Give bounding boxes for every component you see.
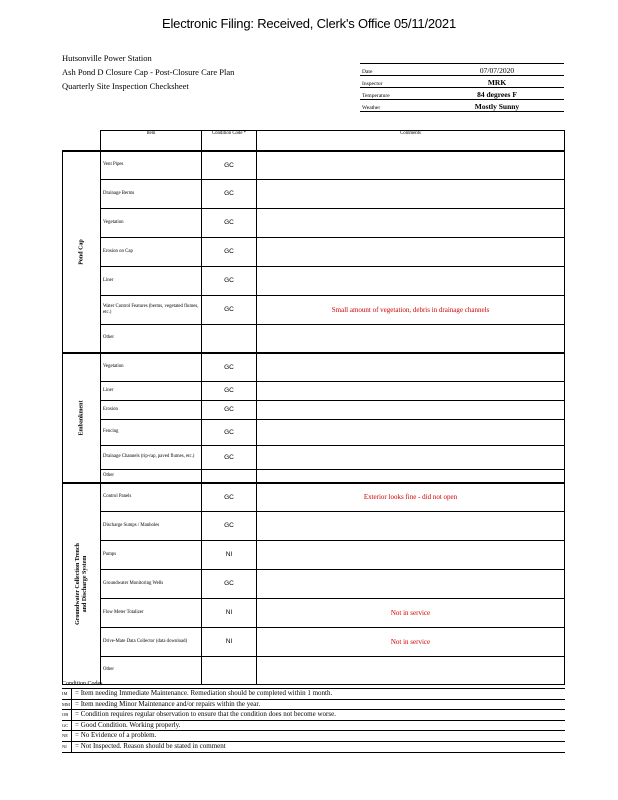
table-row: [63, 445, 565, 469]
comment-cell: Not in service: [257, 627, 565, 656]
code-cell: GC: [202, 419, 257, 445]
comment-cell: [257, 151, 565, 179]
table-row: [63, 400, 565, 419]
legend-text: = Item needing Minor Maintenance and/or repairs within the year.: [75, 699, 261, 708]
code-cell: GC: [202, 179, 257, 208]
table-row: [63, 266, 565, 295]
comment-cell: [257, 179, 565, 208]
code-cell: NI: [202, 540, 257, 569]
code-cell: GC: [202, 483, 257, 511]
comment-cell: Exterior looks fine - did not open: [257, 483, 565, 511]
table-row: [63, 569, 565, 598]
item-cell: Fencing: [101, 419, 202, 445]
legend-text: = Not Inspected. Reason should be stated in comment: [75, 741, 226, 750]
item-cell: Control Panels: [101, 483, 202, 511]
comment-cell: [257, 540, 565, 569]
code-cell: GC: [202, 237, 257, 266]
comment-cell: [257, 511, 565, 540]
item-cell: Water Control Features (berms, vegetated flumes, etc.): [101, 295, 202, 324]
table-row: [63, 656, 565, 684]
comment-cell: [257, 381, 565, 400]
code-cell: NI: [202, 598, 257, 627]
table-row: [63, 540, 565, 569]
condition-code-header: Condition Code *: [202, 131, 257, 152]
info-label: Temperature: [360, 88, 430, 100]
table-row: [63, 151, 565, 179]
item-cell: Flow Meter Totalizer: [101, 598, 202, 627]
table-row: [63, 324, 565, 353]
inspection-table: [62, 130, 565, 685]
legend-code: GC: [62, 721, 72, 731]
comment-cell: [257, 353, 565, 381]
item-header: Item: [101, 131, 202, 152]
table-row: [63, 469, 565, 483]
legend-row: [62, 720, 565, 731]
comment-cell: [257, 324, 565, 353]
table-row: [63, 208, 565, 237]
comment-cell: [257, 208, 565, 237]
code-cell: GC: [202, 353, 257, 381]
info-label: Inspector: [360, 76, 430, 88]
code-cell: GC: [202, 511, 257, 540]
section-label-groundwater: Groundwater Collection Trench and Discharge System: [63, 483, 101, 684]
facility-name: Hutsonville Power Station: [62, 53, 152, 63]
table-row: [63, 353, 565, 381]
inspection-info-table: [360, 63, 564, 112]
table-row: [63, 295, 565, 324]
code-cell: [202, 469, 257, 483]
section-label-pond-cap: Pond Cap: [63, 151, 101, 353]
legend-code: IM: [62, 689, 72, 699]
item-cell: Other: [101, 469, 202, 483]
comment-cell: [257, 266, 565, 295]
legend-row: [62, 688, 565, 699]
info-label: Weather: [360, 100, 430, 112]
condition-codes-legend: [62, 681, 565, 753]
code-cell: NI: [202, 627, 257, 656]
code-cell: [202, 656, 257, 684]
comment-cell: Small amount of vegetation, debris in drainage channels: [257, 295, 565, 324]
code-cell: GC: [202, 400, 257, 419]
item-cell: Drainage Berms: [101, 179, 202, 208]
legend-text: = No Evidence of a problem.: [75, 731, 157, 740]
table-row: [63, 237, 565, 266]
info-label: Date: [360, 64, 430, 76]
section-label-embankment: Embankment: [63, 353, 101, 483]
item-cell: Vegetation: [101, 208, 202, 237]
table-row: [63, 179, 565, 208]
table-row: [63, 419, 565, 445]
table-row: [63, 598, 565, 627]
code-cell: [202, 324, 257, 353]
filing-stamp: Electronic Filing: Received, Clerk's Office 05/11/2021: [162, 16, 456, 31]
info-value: 07/07/2020: [430, 64, 564, 76]
info-value: MRK: [430, 76, 564, 88]
item-cell: Pumps: [101, 540, 202, 569]
comment-cell: [257, 569, 565, 598]
item-cell: Drainage Channels (rip-rap, paved flumes, etc.): [101, 445, 202, 469]
item-cell: Erosion on Cap: [101, 237, 202, 266]
comments-header: Comments: [257, 131, 565, 152]
table-row: [63, 511, 565, 540]
legend-text: = Item needing Immediate Maintenance. Remediation should be completed within 1 month.: [75, 689, 333, 697]
item-cell: Liner: [101, 381, 202, 400]
comment-cell: [257, 237, 565, 266]
legend-code: MM: [62, 700, 72, 710]
item-cell: Vegetation: [101, 353, 202, 381]
comment-cell: [257, 400, 565, 419]
checksheet-title: Quarterly Site Inspection Checksheet: [62, 81, 189, 91]
comment-cell: [257, 656, 565, 684]
legend-text: = Condition requires regular observation to ensure that the condition does not become worse.: [75, 710, 336, 719]
code-cell: GC: [202, 151, 257, 179]
item-cell: Drive-Mate Data Collector (data download): [101, 627, 202, 656]
item-cell: Vent Pipes: [101, 151, 202, 179]
plan-title: Ash Pond D Closure Cap - Post-Closure Care Plan: [62, 67, 235, 77]
info-value: 84 degrees F: [430, 88, 564, 100]
comment-cell: [257, 469, 565, 483]
legend-code: NI: [62, 742, 72, 752]
code-cell: GC: [202, 208, 257, 237]
table-row: [63, 483, 565, 511]
legend-row: [62, 699, 565, 710]
item-cell: Groundwater Monitoring Wells: [101, 569, 202, 598]
table-row: [63, 627, 565, 656]
comment-cell: [257, 419, 565, 445]
info-value: Mostly Sunny: [430, 100, 564, 112]
item-cell: Discharge Sumps / Manholes: [101, 511, 202, 540]
code-cell: GC: [202, 381, 257, 400]
comment-cell: Not in service: [257, 598, 565, 627]
item-cell: Liner: [101, 266, 202, 295]
code-cell: GC: [202, 569, 257, 598]
legend-text: = Good Condition. Working properly.: [75, 720, 181, 729]
comment-cell: [257, 445, 565, 469]
code-cell: GC: [202, 445, 257, 469]
info-row-inspector: [360, 76, 564, 88]
item-cell: Other: [101, 324, 202, 353]
legend-code: NE: [62, 731, 72, 741]
info-row-temperature: [360, 88, 564, 100]
corner-cell: [63, 131, 101, 152]
code-cell: GC: [202, 266, 257, 295]
table-row: [63, 381, 565, 400]
legend-code: OB: [62, 710, 72, 720]
info-row-date: [360, 64, 564, 76]
table-header-row: [63, 131, 565, 152]
legend-title: Condition Codes: [62, 681, 103, 687]
item-cell: Erosion: [101, 400, 202, 419]
info-row-weather: [360, 100, 564, 112]
code-cell: GC: [202, 295, 257, 324]
legend-row: [62, 709, 565, 720]
legend-row: [62, 730, 565, 741]
legend-row: [62, 741, 565, 753]
item-cell: Other: [101, 656, 202, 684]
